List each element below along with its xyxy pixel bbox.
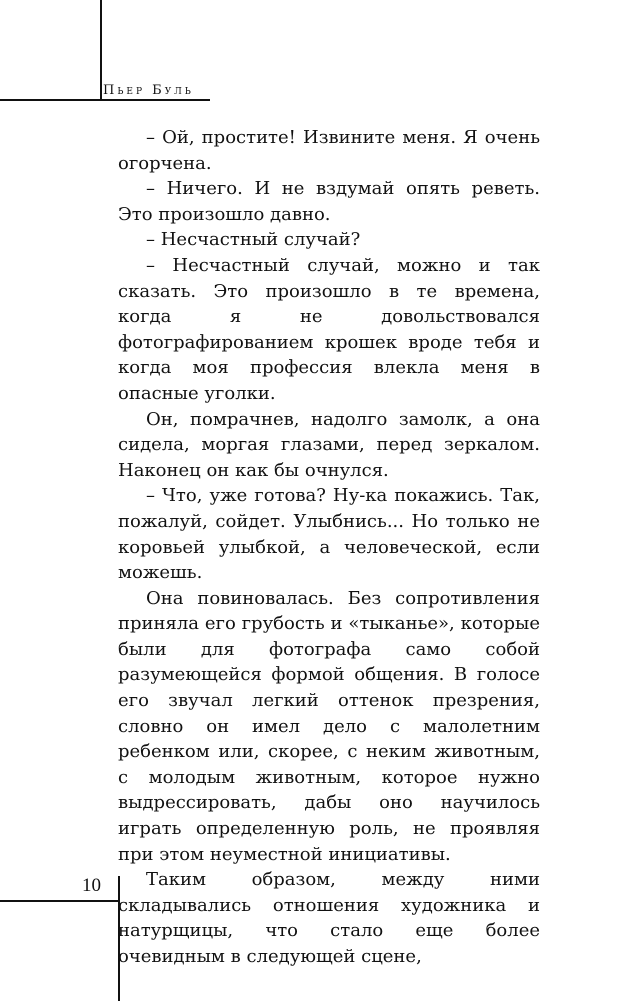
paragraph: – Что, уже готова? Ну-ка покажись. Так, пожалуй, сойдет. Улыбнись... Но только не коровьей улыбкой, а человеческой, если можешь. — [118, 485, 540, 584]
paragraph: – Несчастный случай, можно и так сказать. Это произошло в те времена, когда я не довольствовался фотографированием крошек вроде тебя и когда моя профессия влекла меня в опасные уголки. — [118, 254, 540, 404]
footer-horizontal-rule — [0, 900, 120, 902]
text-block — [118, 125, 540, 970]
paragraph: Она повиновалась. Без сопротивления приняла его грубость и «тыканье», которые были для фотографа само собой разумеющейся формой общения. В голосе его звучал легкий оттенок презрения, словно он имел дело с малолетним ребенком или, скорее, с неким животным, с молодым животным, которое нужно выдрессировать, дабы оно научилось играть определенную роль, не проявляя при этом неуместной инициативы. — [118, 587, 540, 865]
paragraph: Он, помрачнев, надолго замолк, а она сидела, моргая глазами, перед зеркалом. Наконец он как бы очнулся. — [118, 408, 540, 481]
header-horizontal-rule — [0, 99, 210, 101]
top-vertical-rule — [100, 0, 102, 100]
paragraph: – Ой, простите! Извините меня. Я очень огорчена. — [118, 127, 540, 174]
paragraph: Таким образом, между ними складывались отношения художника и натурщицы, что стало еще более очевидным в следующей сцене, — [118, 869, 540, 967]
page-number: 10 — [82, 875, 101, 896]
running-head-author: Пьер Буль — [103, 83, 194, 98]
paragraph: – Ничего. И не вздумай опять реветь. Это произошло давно. — [118, 178, 540, 225]
paragraph: – Несчастный случай? — [146, 229, 361, 251]
